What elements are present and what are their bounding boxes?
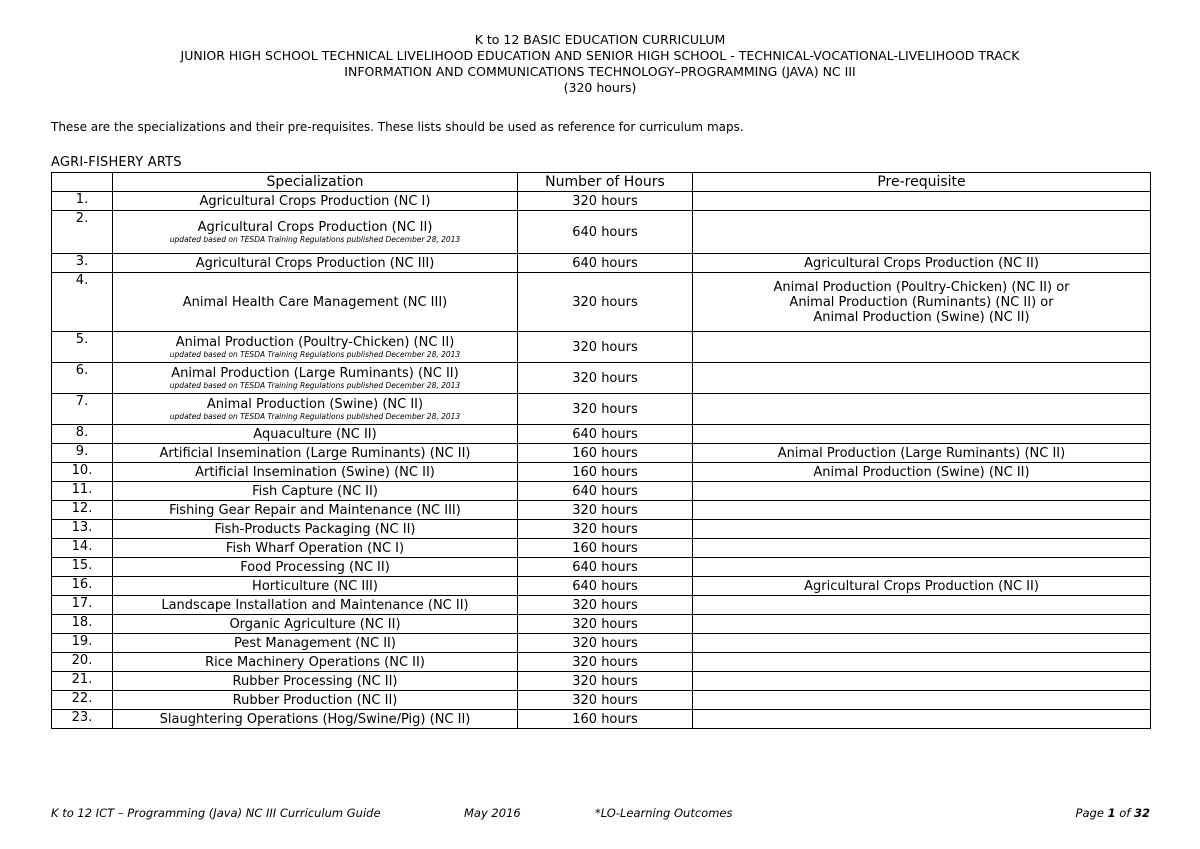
row-number: 12. bbox=[52, 501, 113, 520]
specialization-name: Fishing Gear Repair and Maintenance (NC III) bbox=[169, 502, 461, 518]
hours-cell: 320 hours bbox=[518, 192, 693, 211]
specialization-name: Animal Production (Swine) (NC II) bbox=[206, 397, 424, 412]
prerequisite-cell bbox=[693, 615, 1151, 634]
table-row bbox=[52, 332, 1151, 363]
table-row bbox=[52, 634, 1151, 653]
table-row bbox=[52, 211, 1151, 254]
prerequisite-cell: Animal Production (Swine) (NC II) bbox=[693, 463, 1151, 482]
row-number: 2. bbox=[52, 211, 113, 254]
row-number: 1. bbox=[52, 192, 113, 211]
specialization-name: Fish Wharf Operation (NC I) bbox=[225, 540, 405, 556]
specialization-name: Rubber Processing (NC II) bbox=[232, 673, 398, 689]
hours-cell: 640 hours bbox=[518, 254, 693, 273]
table-row bbox=[52, 577, 1151, 596]
specialization-name: Artificial Insemination (Swine) (NC II) bbox=[195, 464, 435, 480]
tesda-update-note: updated based on TESDA Training Regulations published December 28, 2013 bbox=[169, 350, 461, 359]
prerequisite-cell bbox=[693, 634, 1151, 653]
hours-cell: 320 hours bbox=[518, 672, 693, 691]
page-of: of bbox=[1115, 806, 1134, 820]
table-row bbox=[52, 520, 1151, 539]
prerequisite-cell bbox=[693, 520, 1151, 539]
specialization-cell bbox=[113, 273, 518, 332]
row-number: 11. bbox=[52, 482, 113, 501]
specialization-cell bbox=[113, 482, 518, 501]
prerequisite-cell bbox=[693, 332, 1151, 363]
intro-text: These are the specializations and their pre-requisites. These lists should be used as reference for curriculum maps. bbox=[51, 120, 744, 134]
specialization-cell bbox=[113, 634, 518, 653]
hours-cell: 320 hours bbox=[518, 653, 693, 672]
table-row bbox=[52, 425, 1151, 444]
row-number: 13. bbox=[52, 520, 113, 539]
prerequisite-cell: Animal Production (Poultry-Chicken) (NC II) or Animal Production (Ruminants) (NC II) or Animal Production (Swine) (NC II) bbox=[693, 273, 1151, 332]
specialization-cell bbox=[113, 425, 518, 444]
tesda-update-note: updated based on TESDA Training Regulations published December 28, 2013 bbox=[169, 235, 461, 244]
hours-cell: 640 hours bbox=[518, 577, 693, 596]
specialization-cell bbox=[113, 653, 518, 672]
page-current: 1 bbox=[1107, 806, 1116, 820]
hours-cell: 160 hours bbox=[518, 463, 693, 482]
hours-cell: 160 hours bbox=[518, 444, 693, 463]
specialization-cell bbox=[113, 615, 518, 634]
specialization-cell bbox=[113, 463, 518, 482]
hours-cell: 320 hours bbox=[518, 520, 693, 539]
tesda-update-note: updated based on TESDA Training Regulations published December 28, 2013 bbox=[169, 412, 461, 421]
prerequisite-cell bbox=[693, 653, 1151, 672]
specialization-cell bbox=[113, 520, 518, 539]
specialization-name: Animal Health Care Management (NC III) bbox=[182, 294, 448, 310]
row-number: 21. bbox=[52, 672, 113, 691]
table-row bbox=[52, 273, 1151, 332]
hours-cell: 160 hours bbox=[518, 710, 693, 729]
specialization-name: Agricultural Crops Production (NC I) bbox=[199, 193, 431, 209]
curriculum-subtitle: JUNIOR HIGH SCHOOL TECHNICAL LIVELIHOOD EDUCATION AND SENIOR HIGH SCHOOL - TECHNICAL-VOCATIONAL-LIVELIHOOD TRACK bbox=[180, 48, 1020, 63]
column-header-number bbox=[52, 173, 113, 192]
specialization-cell bbox=[113, 254, 518, 273]
specialization-cell bbox=[113, 394, 518, 425]
row-number: 19. bbox=[52, 634, 113, 653]
hours-cell: 640 hours bbox=[518, 482, 693, 501]
specialization-name: Animal Production (Poultry-Chicken) (NC II) bbox=[175, 335, 455, 350]
prerequisite-cell: Animal Production (Large Ruminants) (NC II) bbox=[693, 444, 1151, 463]
prerequisite-cell bbox=[693, 482, 1151, 501]
specialization-cell bbox=[113, 691, 518, 710]
page-total: 32 bbox=[1133, 806, 1150, 820]
prerequisite-cell bbox=[693, 211, 1151, 254]
specialization-cell bbox=[113, 192, 518, 211]
specialization-cell bbox=[113, 596, 518, 615]
table-row bbox=[52, 710, 1151, 729]
program-hours: (320 hours) bbox=[563, 80, 637, 95]
table-row bbox=[52, 596, 1151, 615]
footer-date: May 2016 bbox=[464, 806, 521, 820]
prerequisite-cell bbox=[693, 596, 1151, 615]
table-row bbox=[52, 615, 1151, 634]
specialization-cell bbox=[113, 539, 518, 558]
prerequisite-cell bbox=[693, 363, 1151, 394]
table-row bbox=[52, 444, 1151, 463]
table-row bbox=[52, 539, 1151, 558]
hours-cell: 320 hours bbox=[518, 332, 693, 363]
specialization-cell bbox=[113, 501, 518, 520]
hours-cell: 320 hours bbox=[518, 596, 693, 615]
prerequisite-cell bbox=[693, 394, 1151, 425]
column-header-hours: Number of Hours bbox=[518, 173, 693, 192]
hours-cell: 320 hours bbox=[518, 273, 693, 332]
specialization-table bbox=[51, 172, 1151, 729]
table-row bbox=[52, 672, 1151, 691]
specialization-cell bbox=[113, 332, 518, 363]
prerequisite-cell: Agricultural Crops Production (NC II) bbox=[693, 254, 1151, 273]
specialization-name: Rubber Production (NC II) bbox=[232, 692, 398, 708]
specialization-name: Horticulture (NC III) bbox=[252, 578, 378, 594]
row-number: 22. bbox=[52, 691, 113, 710]
page-prefix: Page bbox=[1075, 806, 1108, 820]
table-row bbox=[52, 691, 1151, 710]
prerequisite-cell: Agricultural Crops Production (NC II) bbox=[693, 577, 1151, 596]
row-number: 15. bbox=[52, 558, 113, 577]
table-row bbox=[52, 394, 1151, 425]
specialization-name: Artificial Insemination (Large Ruminants) (NC II) bbox=[159, 445, 471, 461]
prerequisite-cell bbox=[693, 501, 1151, 520]
hours-cell: 320 hours bbox=[518, 615, 693, 634]
curriculum-title: K to 12 BASIC EDUCATION CURRICULUM bbox=[474, 32, 726, 47]
specialization-cell bbox=[113, 577, 518, 596]
row-number: 9. bbox=[52, 444, 113, 463]
hours-cell: 320 hours bbox=[518, 363, 693, 394]
specialization-name: Fish-Products Packaging (NC II) bbox=[214, 521, 416, 537]
specialization-name: Food Processing (NC II) bbox=[240, 559, 390, 575]
row-number: 17. bbox=[52, 596, 113, 615]
prerequisite-cell bbox=[693, 192, 1151, 211]
tesda-update-note: updated based on TESDA Training Regulations published December 28, 2013 bbox=[169, 381, 461, 390]
row-number: 3. bbox=[52, 254, 113, 273]
table-row bbox=[52, 558, 1151, 577]
prerequisite-cell bbox=[693, 691, 1151, 710]
specialization-name: Animal Production (Large Ruminants) (NC II) bbox=[171, 366, 459, 381]
column-header-prerequisite: Pre-requisite bbox=[693, 173, 1151, 192]
table-row bbox=[52, 482, 1151, 501]
row-number: 23. bbox=[52, 710, 113, 729]
program-title: INFORMATION AND COMMUNICATIONS TECHNOLOGY–PROGRAMMING (JAVA) NC III bbox=[344, 64, 856, 79]
specialization-name: Slaughtering Operations (Hog/Swine/Pig) (NC II) bbox=[159, 711, 471, 727]
hours-cell: 320 hours bbox=[518, 501, 693, 520]
prerequisite-cell bbox=[693, 539, 1151, 558]
row-number: 7. bbox=[52, 394, 113, 425]
table-row bbox=[52, 653, 1151, 672]
specialization-name: Aquaculture (NC II) bbox=[253, 426, 377, 442]
specialization-name: Landscape Installation and Maintenance (NC II) bbox=[161, 597, 469, 613]
specialization-name: Agricultural Crops Production (NC II) bbox=[197, 220, 433, 235]
row-number: 14. bbox=[52, 539, 113, 558]
row-number: 20. bbox=[52, 653, 113, 672]
table-header-row bbox=[52, 173, 1151, 192]
row-number: 18. bbox=[52, 615, 113, 634]
table-row bbox=[52, 463, 1151, 482]
table-row bbox=[52, 254, 1151, 273]
hours-cell: 320 hours bbox=[518, 691, 693, 710]
footer-page-number bbox=[1076, 806, 1150, 820]
specialization-cell bbox=[113, 672, 518, 691]
footer-guide-title: K to 12 ICT – Programming (Java) NC III Curriculum Guide bbox=[51, 806, 381, 820]
specialization-cell bbox=[113, 211, 518, 254]
specialization-name: Organic Agriculture (NC II) bbox=[229, 616, 401, 632]
hours-cell: 320 hours bbox=[518, 634, 693, 653]
hours-cell: 160 hours bbox=[518, 539, 693, 558]
specialization-name: Agricultural Crops Production (NC III) bbox=[195, 255, 435, 271]
section-title: AGRI-FISHERY ARTS bbox=[51, 155, 182, 170]
hours-cell: 640 hours bbox=[518, 211, 693, 254]
row-number: 8. bbox=[52, 425, 113, 444]
footer-lo-note: *LO-Learning Outcomes bbox=[595, 806, 733, 820]
specialization-cell bbox=[113, 558, 518, 577]
specialization-name: Fish Capture (NC II) bbox=[252, 483, 378, 499]
hours-cell: 640 hours bbox=[518, 425, 693, 444]
column-header-specialization: Specialization bbox=[113, 173, 518, 192]
hours-cell: 320 hours bbox=[518, 394, 693, 425]
specialization-cell bbox=[113, 444, 518, 463]
row-number: 16. bbox=[52, 577, 113, 596]
row-number: 4. bbox=[52, 273, 113, 332]
specialization-name: Pest Management (NC II) bbox=[234, 635, 396, 651]
prerequisite-cell bbox=[693, 425, 1151, 444]
table-row bbox=[52, 363, 1151, 394]
row-number: 6. bbox=[52, 363, 113, 394]
specialization-cell bbox=[113, 710, 518, 729]
prerequisite-cell bbox=[693, 672, 1151, 691]
table-row bbox=[52, 192, 1151, 211]
prerequisite-cell bbox=[693, 558, 1151, 577]
row-number: 10. bbox=[52, 463, 113, 482]
prerequisite-cell bbox=[693, 710, 1151, 729]
table-row bbox=[52, 501, 1151, 520]
specialization-name: Rice Machinery Operations (NC II) bbox=[205, 654, 425, 670]
hours-cell: 640 hours bbox=[518, 558, 693, 577]
specialization-cell bbox=[113, 363, 518, 394]
table-body bbox=[52, 192, 1151, 729]
row-number: 5. bbox=[52, 332, 113, 363]
